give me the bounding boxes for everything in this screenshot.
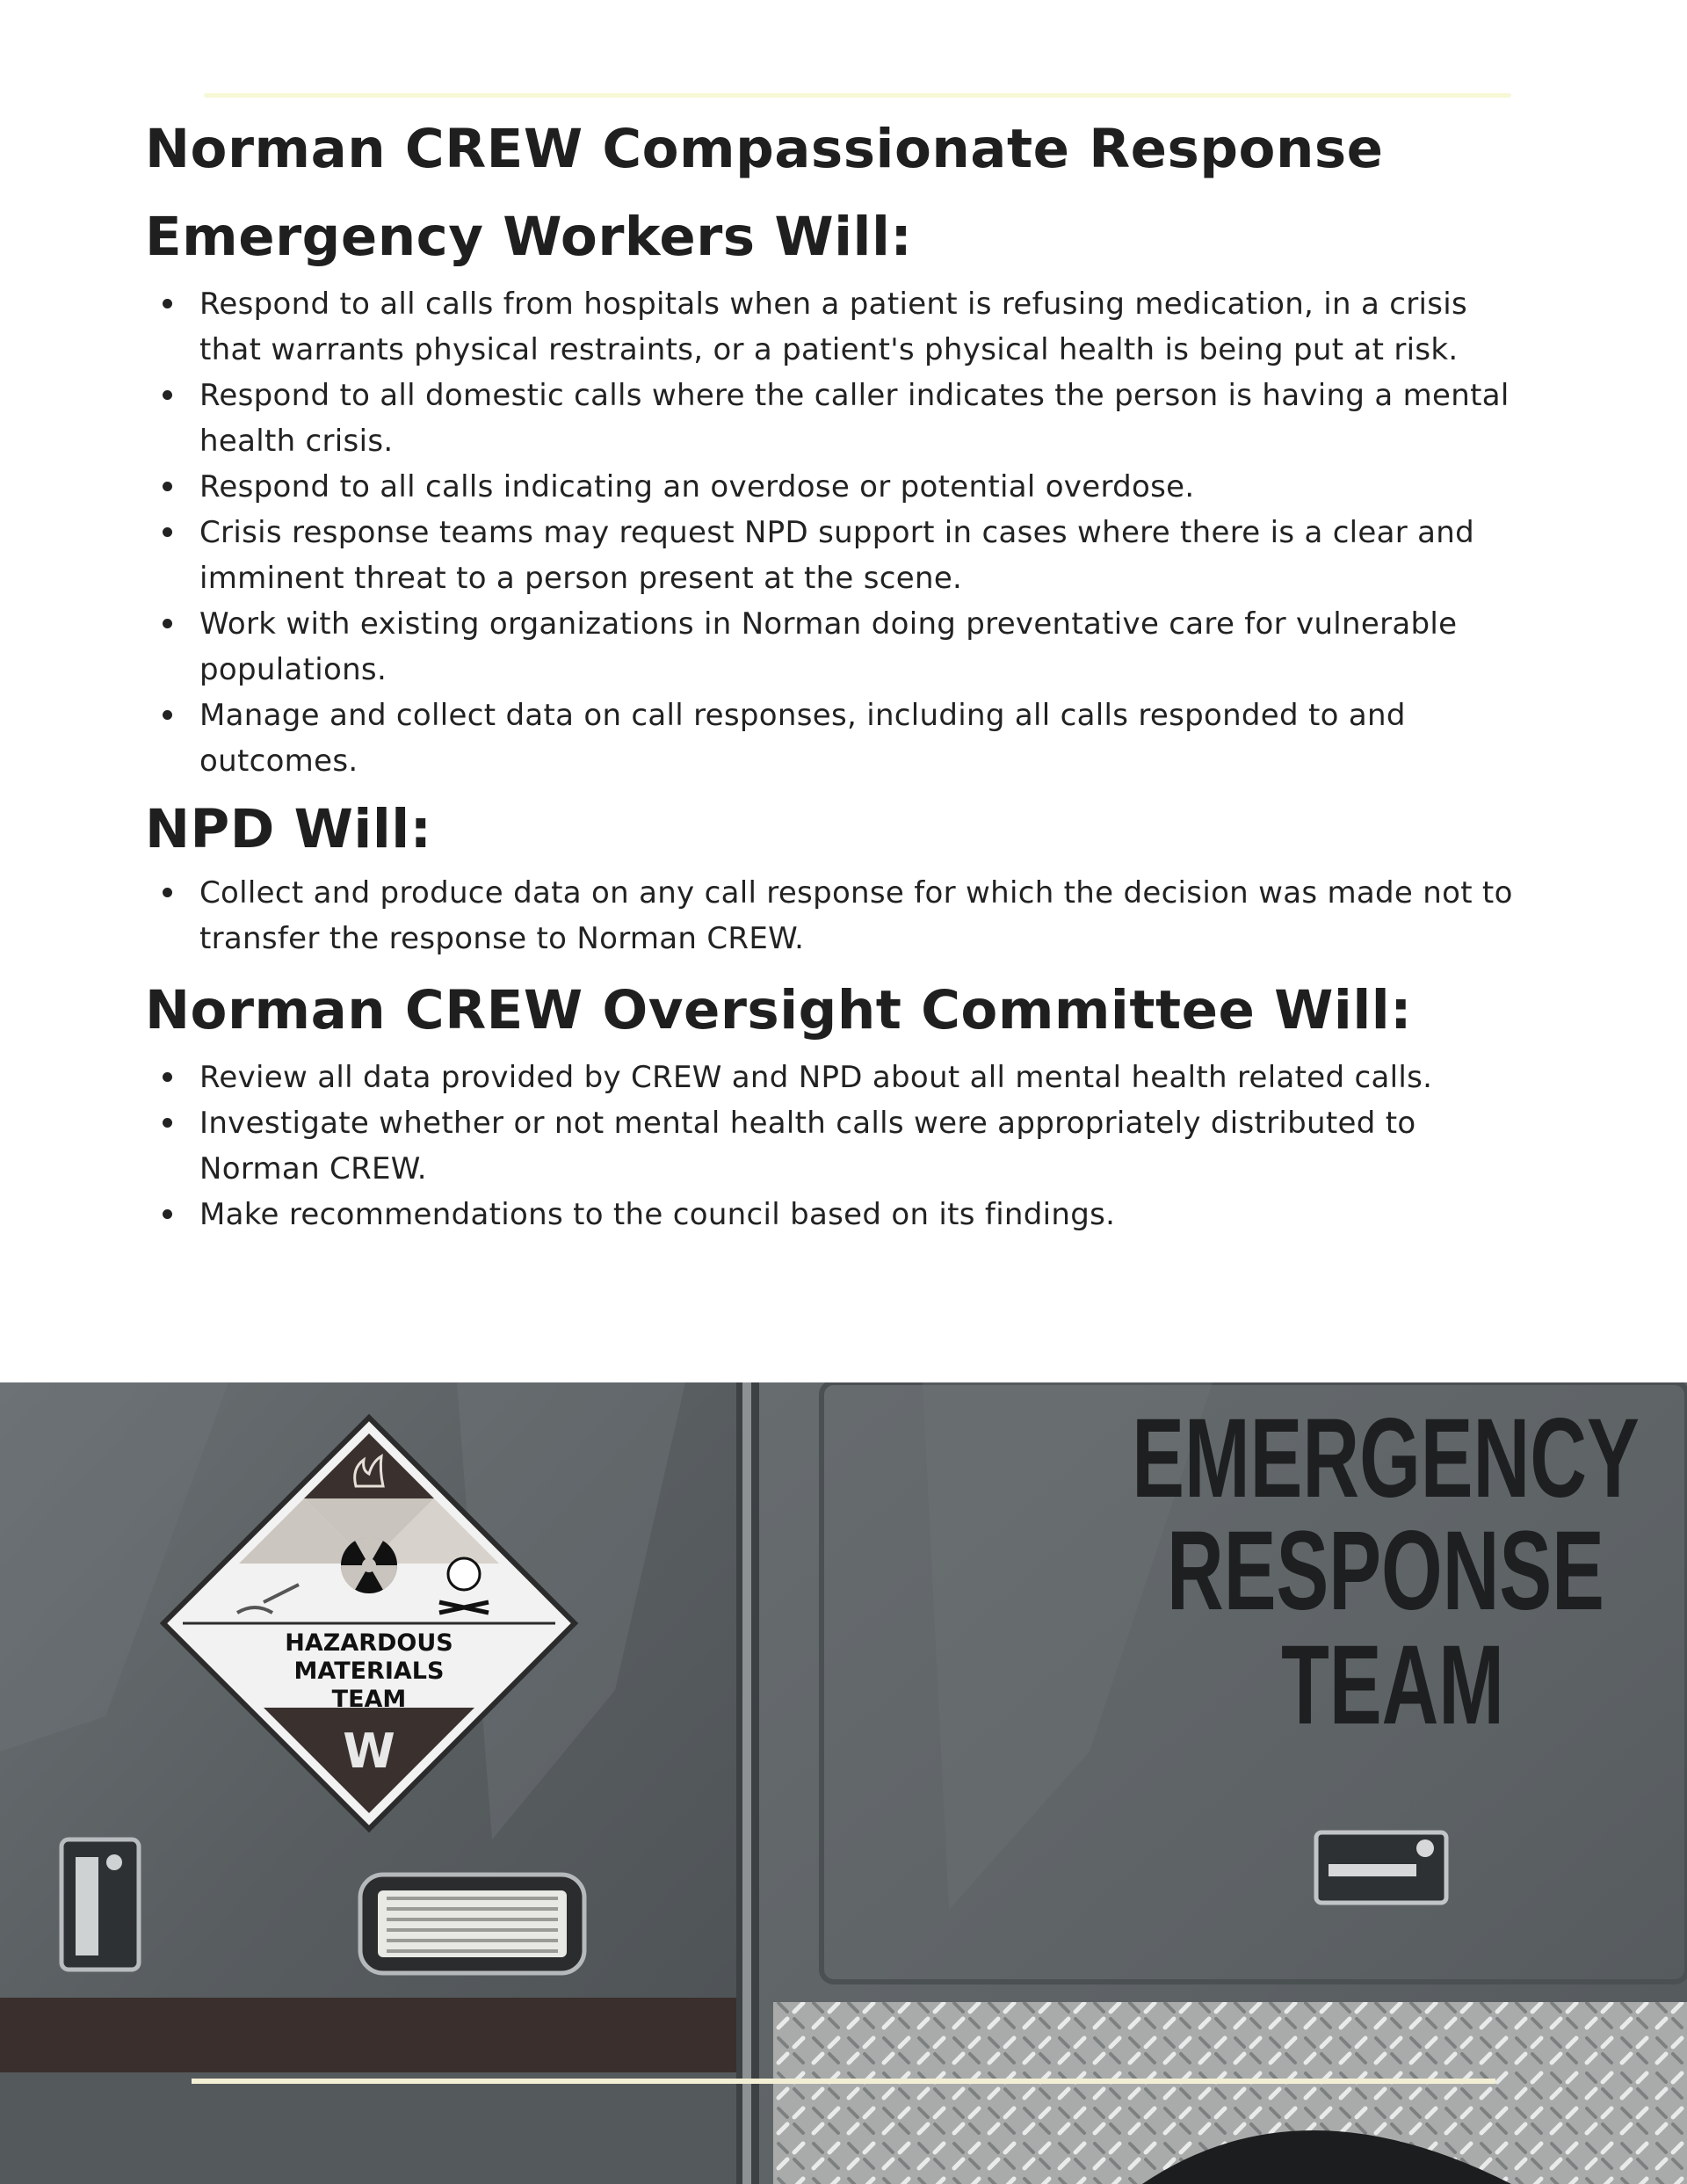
truck-text-line-2: RESPONSE [1167, 1508, 1604, 1634]
committee-list [145, 1055, 1516, 1237]
list-item: Crisis response teams may request NPD support in cases where there is a clear and imminent threat to a person present at the scene. [145, 510, 1516, 601]
npd-list [145, 870, 1516, 961]
list-item: Manage and collect data on call responses, including all calls responded to and outcomes. [145, 693, 1516, 784]
truck-text-line-3: TEAM [1281, 1622, 1504, 1748]
warning-light [360, 1875, 584, 1973]
door-handle-right [1316, 1832, 1446, 1903]
hazmat-logo-letter: W [343, 1723, 395, 1779]
list-item: Respond to all calls indicating an overdose or potential overdose. [145, 464, 1516, 510]
list-item: Respond to all domestic calls where the caller indicates the person is having a mental health crisis. [145, 373, 1516, 464]
hazmat-line-2: MATERIALS [293, 1658, 445, 1685]
emergency-truck-photo [0, 1382, 1687, 2184]
top-divider [204, 93, 1511, 98]
committee-heading: Norman CREW Oversight Committee Will: [145, 979, 1413, 1041]
bottom-divider [192, 2079, 1495, 2084]
list-item: Collect and produce data on any call response for which the decision was made not to transfer the response to Norman CREW. [145, 870, 1516, 961]
hazmat-line-3: TEAM [331, 1686, 407, 1713]
truck-text-line-1: EMERGENCY [1132, 1396, 1640, 1521]
door-handle-left [62, 1839, 139, 1970]
list-item: Respond to all calls from hospitals when a patient is refusing medication, in a crisis that warrants physical restraints, or a patient's physical health is being put at risk. [145, 281, 1516, 373]
list-item: Review all data provided by CREW and NPD about all mental health related calls. [145, 1055, 1516, 1100]
npd-heading: NPD Will: [145, 798, 432, 860]
list-item: Make recommendations to the council based on its findings. [145, 1192, 1516, 1237]
crew-list [145, 281, 1516, 784]
list-item: Investigate whether or not mental health calls were appropriately distributed to Norman CREW. [145, 1100, 1516, 1192]
hazmat-line-1: HAZARDOUS [285, 1629, 453, 1657]
crew-heading: Norman CREW Compassionate Response Emergency Workers Will: [145, 118, 1384, 268]
list-item: Work with existing organizations in Norman doing preventative care for vulnerable populations. [145, 601, 1516, 693]
document-body [145, 105, 1516, 1237]
